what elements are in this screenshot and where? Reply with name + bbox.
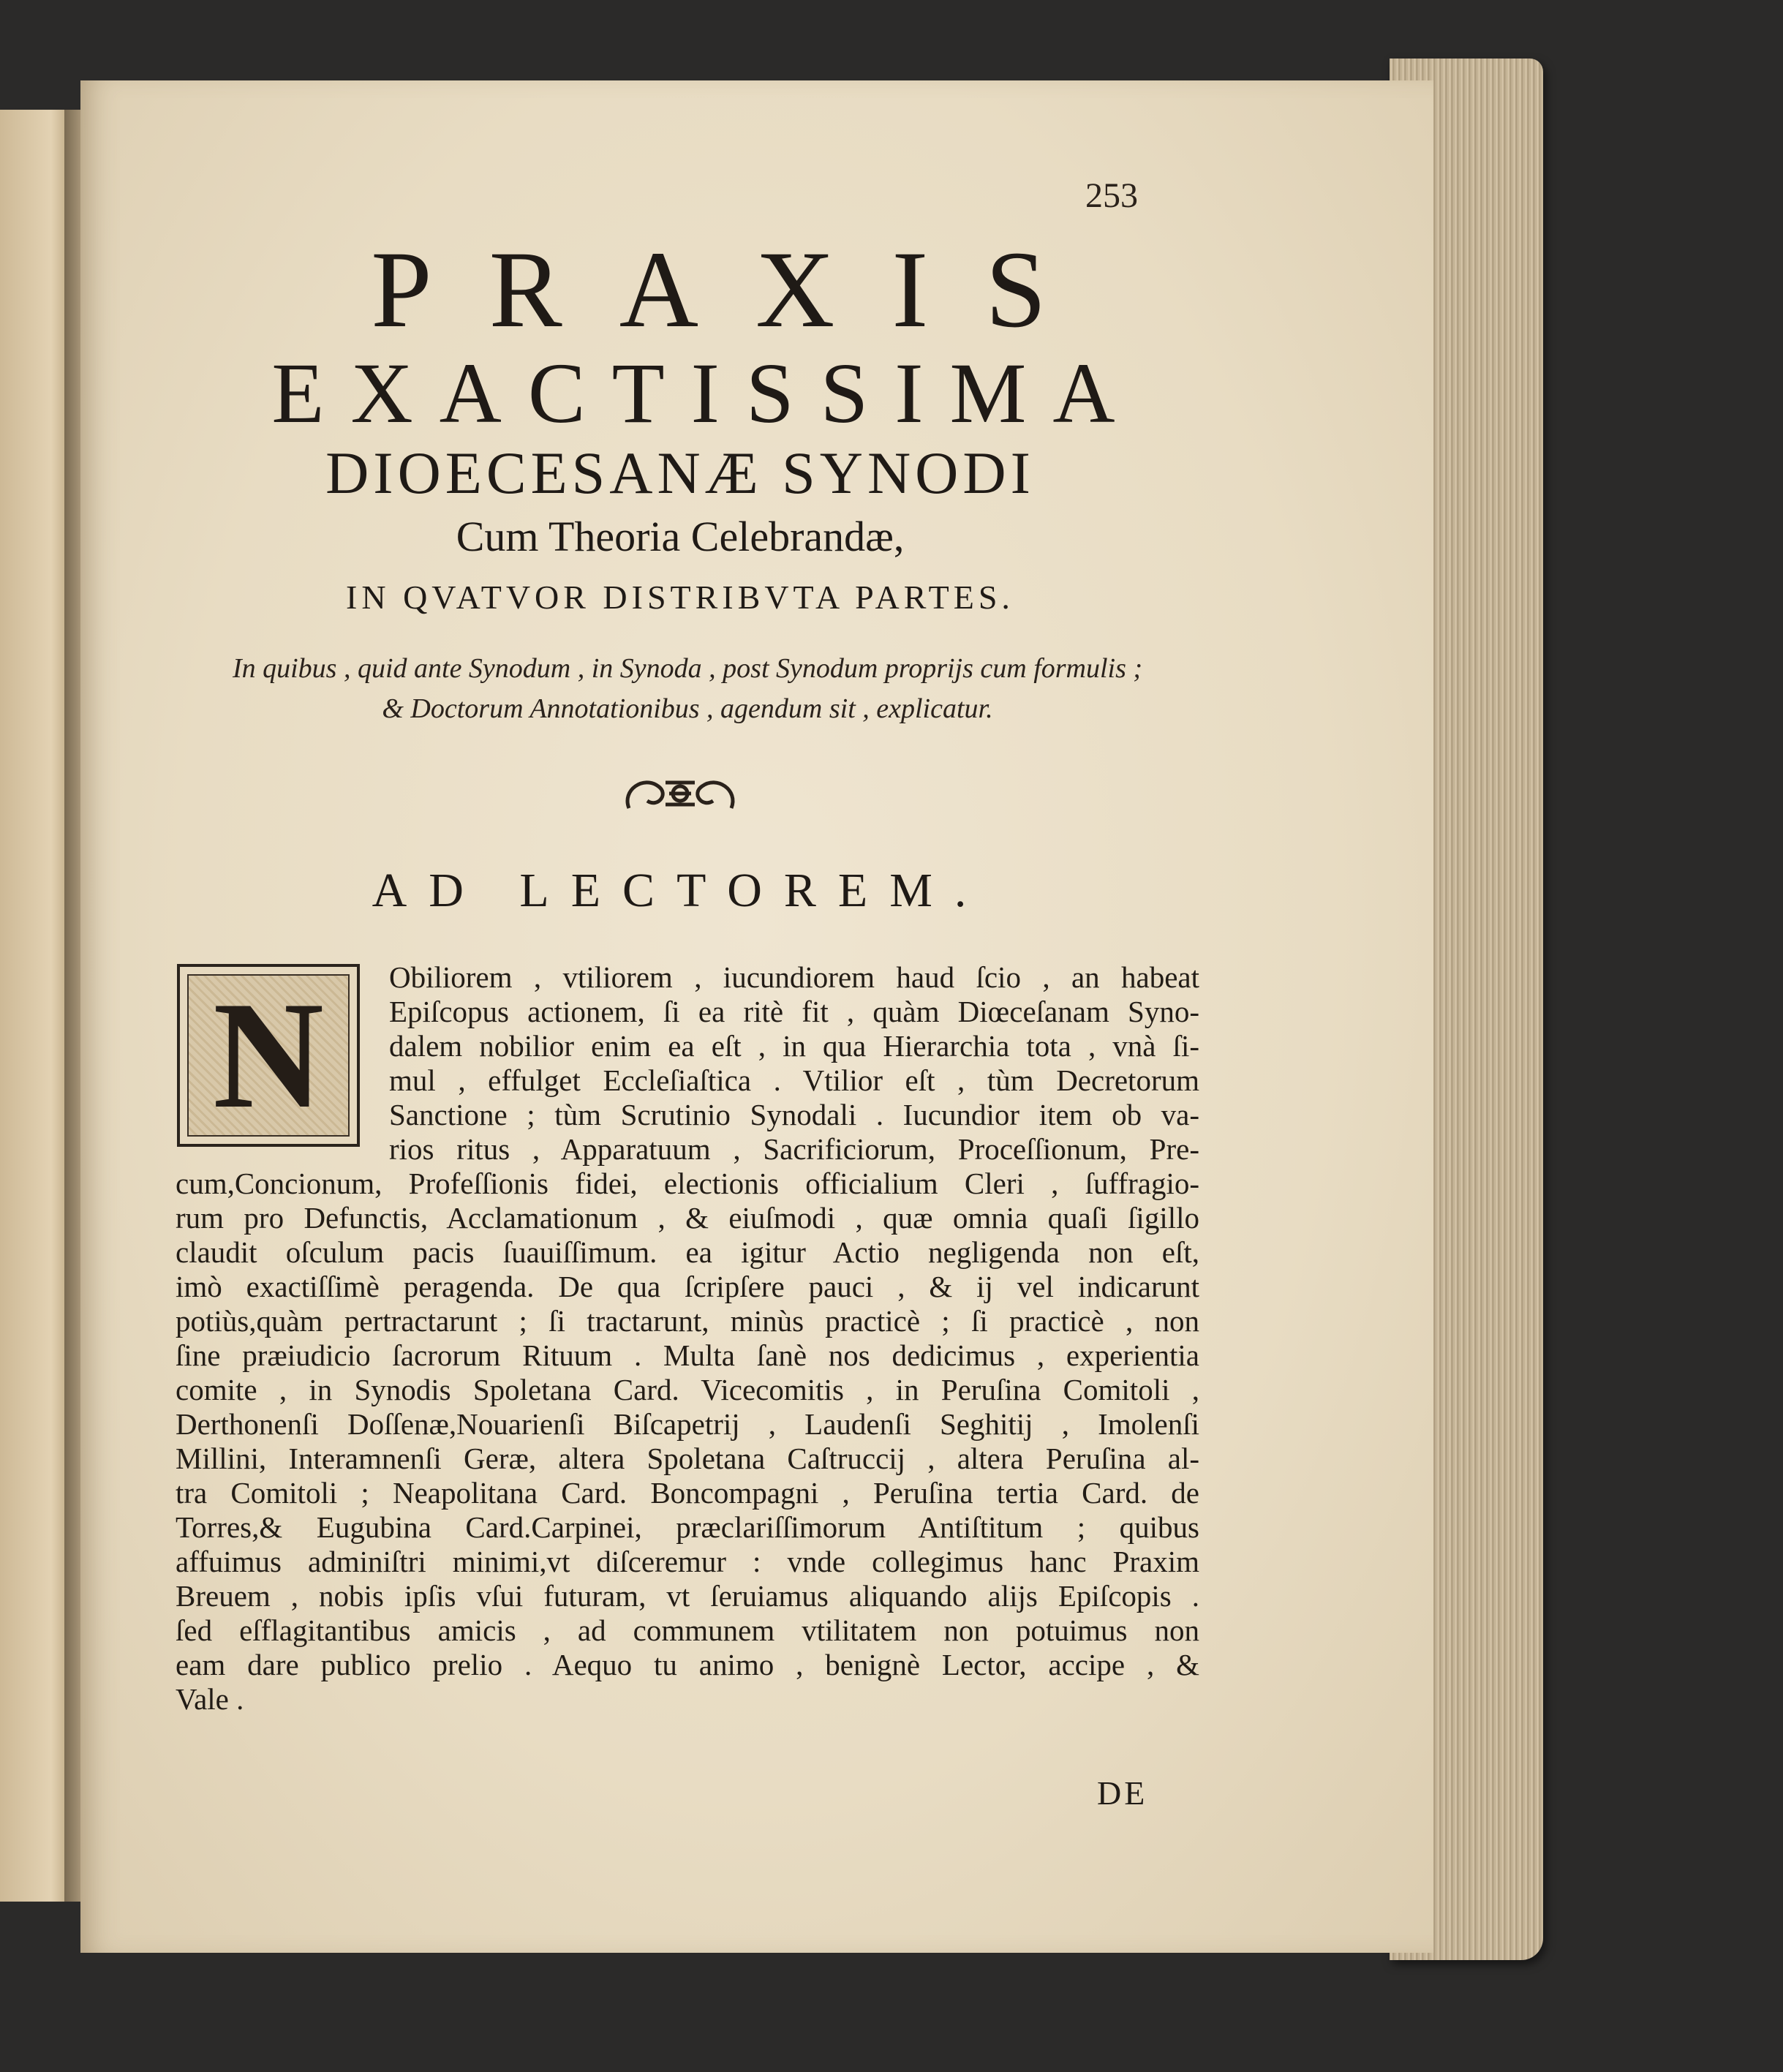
body-line: tra Comitoli ; Neapolitana Card. Boncompagni , Peruſina tertia Card. de <box>176 1476 1199 1510</box>
body-line: dalem nobilior enim ea eſt , in qua Hierarchia tota , vnà ſi- <box>389 1029 1199 1063</box>
initial-letter: N <box>213 970 324 1140</box>
body-line: Torres,& Eugubina Card.Carpinei, præclariſſimorum Antiſtitum ; quibus <box>176 1510 1199 1544</box>
body-line: Millini, Interamnenſi Geræ, altera Spoletana Caſtruccij , altera Peruſina al- <box>176 1442 1199 1475</box>
body-line: rios ritus , Apparatuum , Sacrificiorum, Proceſſionum, Pre- <box>389 1132 1199 1166</box>
body-line: Epiſcopus actionem, ſi ea ritè fit , quàm Diœceſanam Syno- <box>389 995 1199 1028</box>
body-line: Derthonenſi Doſſenæ,Nouarienſi Biſcapetrij , Laudenſi Seghitij , Imolenſi <box>176 1407 1199 1441</box>
catchword: DE <box>1097 1774 1148 1812</box>
body-line: ſed eſflagitantibus amicis , ad communem vtilitatem non potuimus non <box>176 1613 1199 1647</box>
fleuron-ornament-icon <box>614 768 746 819</box>
intro-line-2: & Doctorum Annotationibus , agendum sit , explicatur. <box>382 693 993 724</box>
body-line: eam dare publico prelio . Aequo tu animo , benignè Lector, accipe , & <box>176 1648 1199 1681</box>
heading-ad-lectorem: AD LECTOREM. <box>372 864 989 917</box>
body-line: affuimus adminiſtri minimi,vt diſceremur : vnde collegimus hanc Praxim <box>176 1545 1199 1578</box>
title-praxis: PRAXIS <box>371 229 1104 350</box>
title-exactissima: EXACTISSIMA <box>271 345 1142 441</box>
body-line: rum pro Defunctis, Acclamationum , & eiuſmodi , quæ omnia quaſi ſigillo <box>176 1201 1199 1235</box>
body-line: Obiliorem , vtiliorem , iucundiorem haud ſcio , an habeat <box>389 960 1199 994</box>
body-line: Sanctione ; tùm Scrutinio Synodali . Iucundior item ob va- <box>389 1098 1199 1131</box>
decorated-initial <box>177 964 360 1147</box>
title-dioecesanae-synodi: DIOECESANÆ SYNODI <box>325 440 1035 506</box>
body-line: imò exactiſſimè peragenda. De qua ſcripſere pauci , & ij vel indicarunt <box>176 1270 1199 1303</box>
body-line: cum,Concionum, Profeſſionis fidei, electionis officialium Cleri , ſuffragio- <box>176 1167 1199 1200</box>
body-line: Breuem , nobis ipſis vſui futuram, vt ſeruiamus aliquando alijs Epiſcopis . <box>176 1579 1199 1613</box>
body-line: comite , in Synodis Spoletana Card. Vicecomitis , in Peruſina Comitoli , <box>176 1373 1199 1406</box>
body-line: mul , effulget Eccleſiaſtica . Vtilior eſt , tùm Decretorum <box>389 1063 1199 1097</box>
title-distributa-partes: IN QVATVOR DISTRIBVTA PARTES. <box>346 579 1014 616</box>
page-number: 253 <box>1085 176 1138 215</box>
intro-line-1: In quibus , quid ante Synodum , in Synoda , post Synodum proprijs cum formulis ; <box>232 653 1143 684</box>
facing-page-edge <box>0 110 73 1902</box>
body-line: claudit oſculum pacis ſuauiſſimum. ea igitur Actio negligenda non eſt, <box>176 1235 1199 1269</box>
body-line: potiùs,quàm pertractarunt ; ſi tractarunt, minùs practicè ; ſi practicè , non <box>176 1304 1199 1338</box>
title-cum-theoria: Cum Theoria Celebrandæ, <box>456 513 905 560</box>
body-line: ſine præiudicio ſacrorum Rituum . Multa ſanè nos dedicimus , experientia <box>176 1338 1199 1372</box>
body-line: Vale . <box>176 1682 244 1716</box>
